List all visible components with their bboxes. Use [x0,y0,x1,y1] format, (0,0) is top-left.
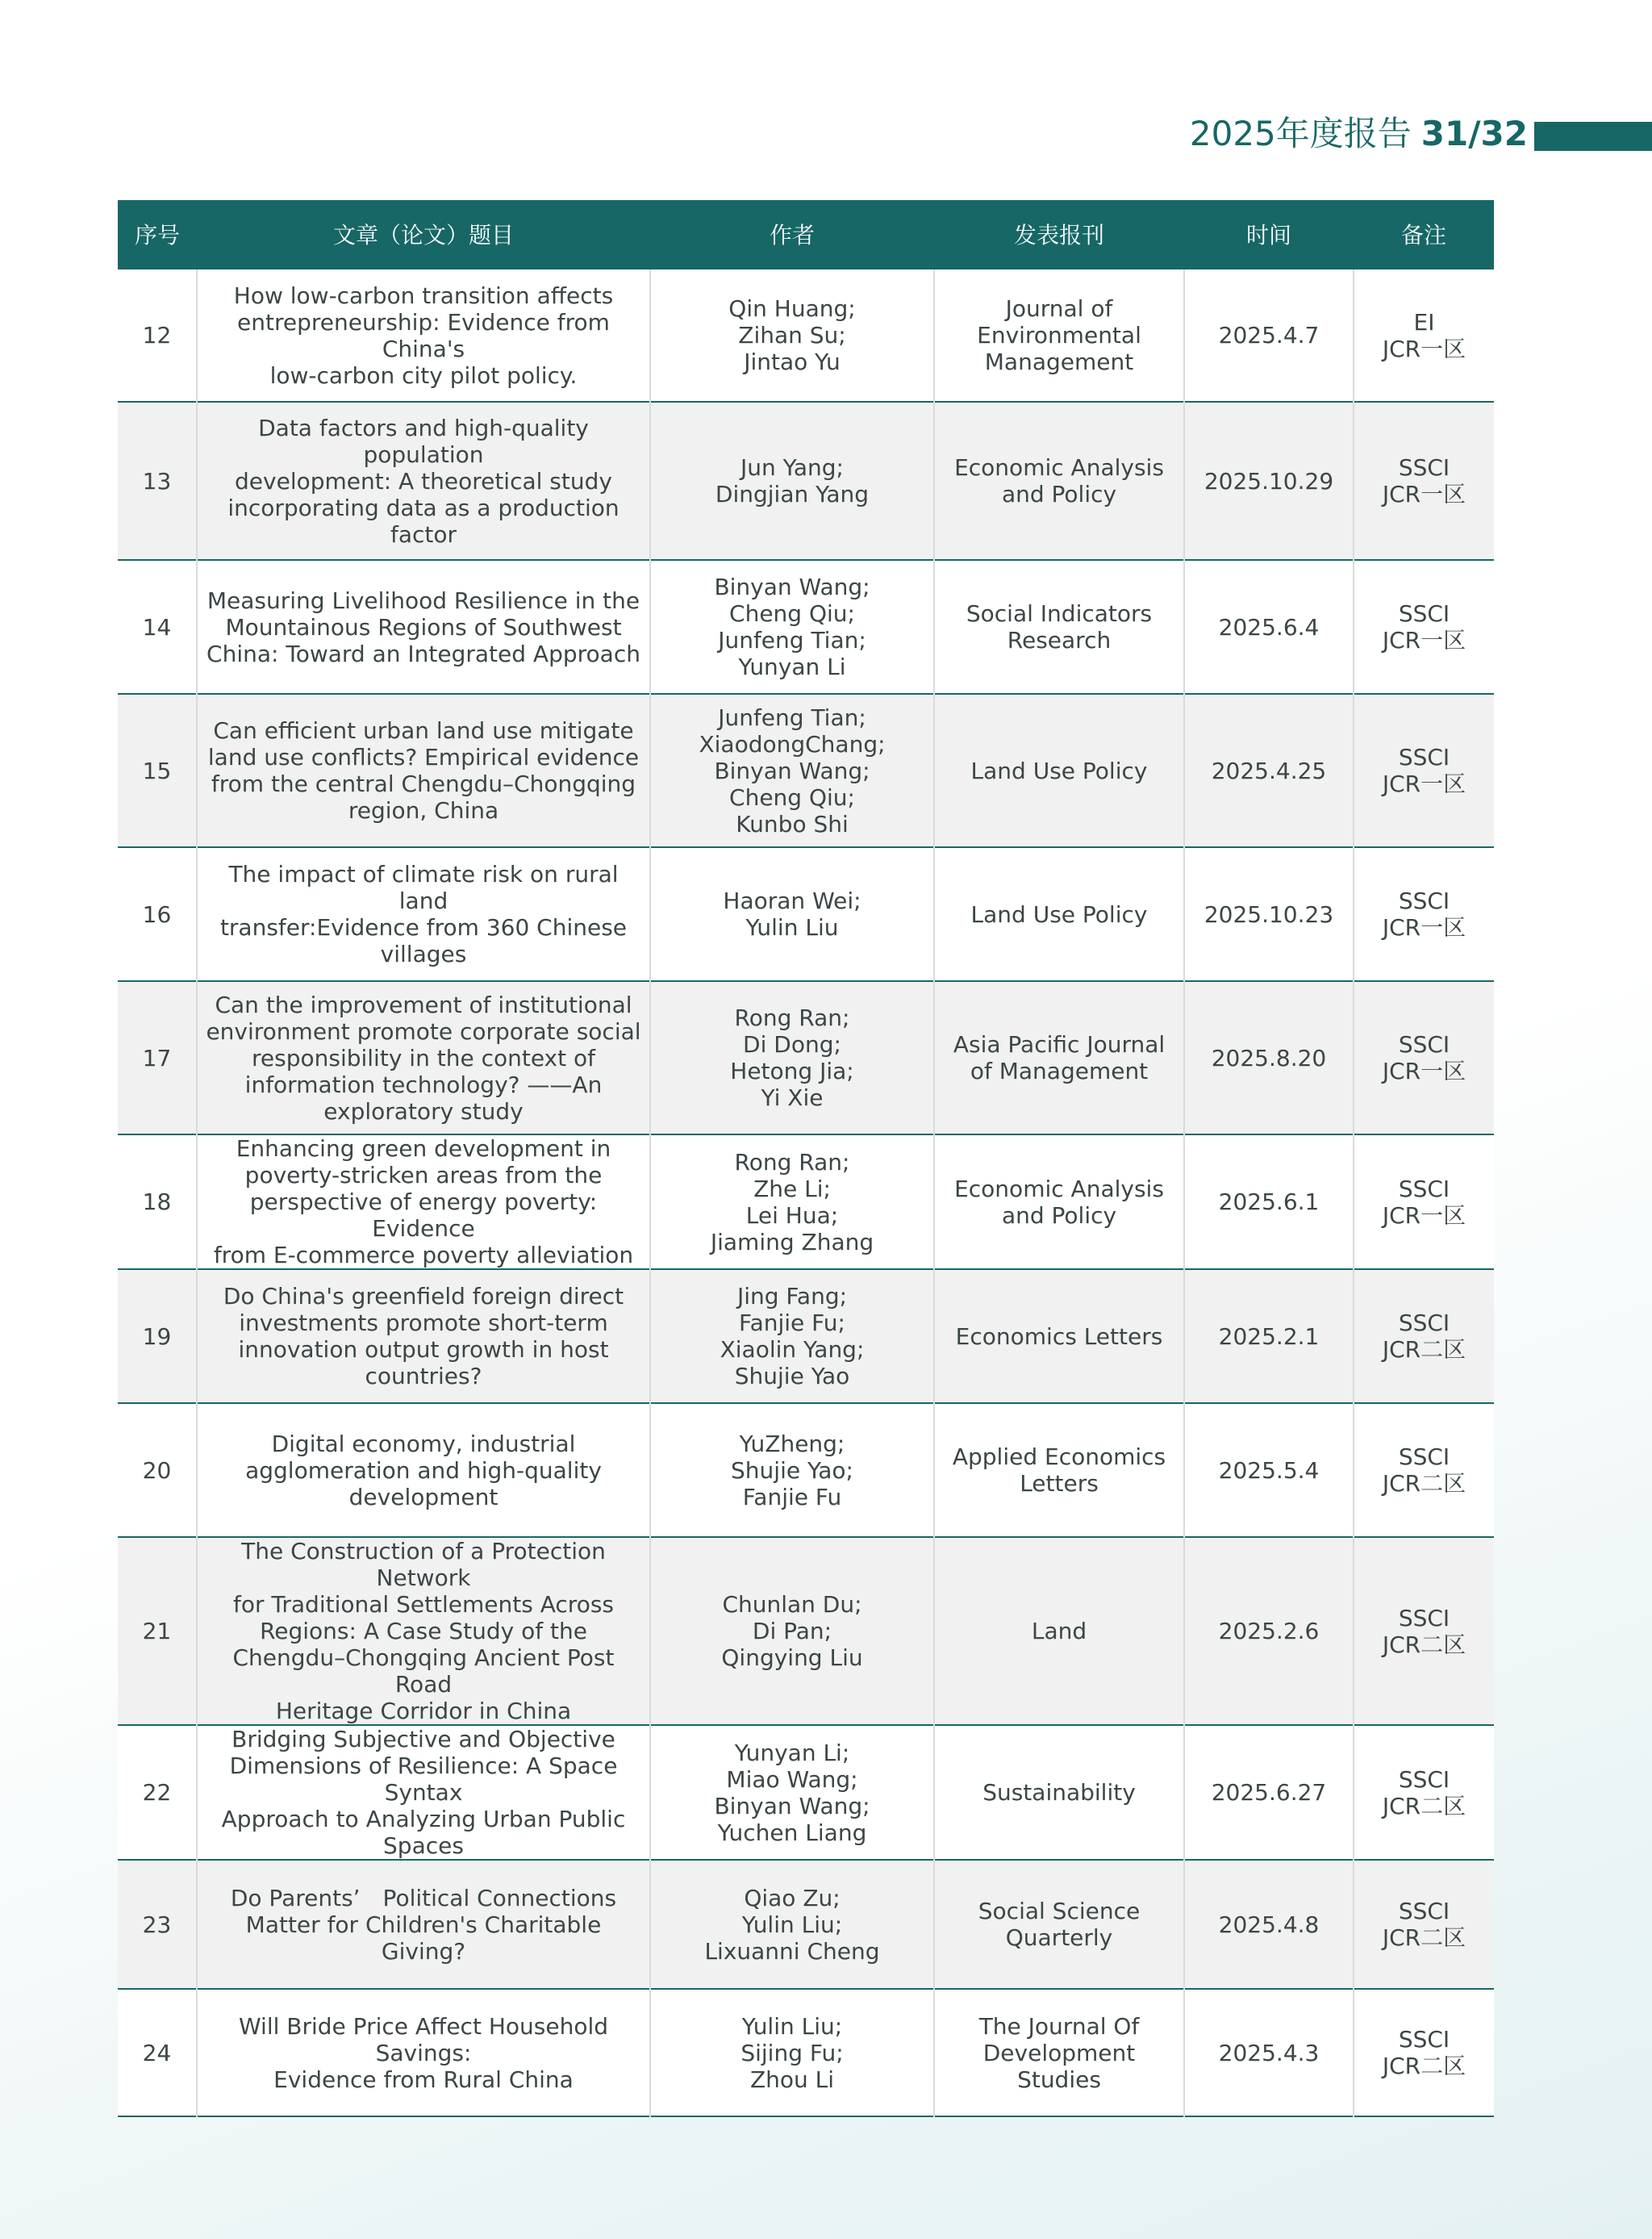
cell-authors-line: Binyan Wang; [714,574,870,600]
cell-title-line: How low-carbon transition affects [233,282,614,309]
cell-note [1354,1134,1494,1269]
cell-authors-line: Chunlan Du; [722,1591,862,1618]
cell-journal [934,1860,1184,1989]
cell-authors-line: Yi Xie [761,1084,824,1111]
cell-authors-line: Yunyan Li [738,654,846,680]
cell-authors [650,1725,934,1860]
cell-no: 20 [118,1403,197,1537]
cell-note [1354,1269,1494,1403]
cell-note-line: SSCI [1398,600,1450,627]
cell-note-line: JCR二区 [1382,2053,1466,2079]
cell-journal-line: Asia Pacific Journal [953,1031,1166,1058]
cell-title-line: poverty-stricken areas from the [244,1162,603,1188]
cell-date: 2025.6.27 [1184,1725,1354,1860]
cell-journal-line: Sustainability [982,1779,1136,1806]
cell-journal [934,981,1184,1134]
cell-title [197,1860,650,1989]
cell-note [1354,1860,1494,1989]
cell-authors-line: Hetong Jia; [730,1058,854,1084]
cell-title-line: from E-commerce poverty alleviation [213,1242,634,1268]
cell-date: 2025.4.3 [1184,1989,1354,2116]
cell-note-line: JCR二区 [1382,1792,1466,1819]
cell-note [1354,981,1494,1134]
cell-no: 12 [118,269,197,402]
cell-journal-line: Research [1007,627,1112,654]
cell-authors [650,1860,934,1989]
cell-authors [650,1134,934,1269]
cell-no: 23 [118,1860,197,1989]
cell-authors-line: Haoran Wei; [723,888,861,914]
cell-title [197,1134,650,1269]
cell-journal [934,1269,1184,1403]
cell-journal-line: Social Indicators [966,600,1153,627]
cell-note-line: JCR一区 [1382,1201,1466,1229]
cell-title-line: Dimensions of Resilience: A Space Syntax [229,1752,618,1806]
cell-no: 22 [118,1725,197,1860]
cell-journal-line: Letters [1020,1470,1099,1497]
cell-title-line: Chengdu–Chongqing Ancient Post Road [232,1644,615,1698]
cell-title-line: entrepreneurship: Evidence from China's [237,308,610,362]
cell-note [1354,269,1494,402]
cell-title-line: transfer:Evidence from 360 Chinese [219,914,628,941]
cell-authors-line: Lei Hua; [745,1201,839,1229]
cell-note-line: SSCI [1398,888,1450,914]
cell-title-line: China: Toward an Integrated Approach [206,640,640,667]
cell-authors [650,1269,934,1403]
cell-title-line: Spaces [383,1832,464,1859]
cell-journal-line: Quarterly [1005,1924,1113,1951]
cell-date: 2025.8.20 [1184,981,1354,1134]
cell-authors-line: Dingjian Yang [715,481,870,508]
cell-journal [934,1725,1184,1860]
cell-note-line: SSCI [1398,1765,1450,1793]
cell-date: 2025.10.29 [1184,402,1354,560]
cell-note-line: JCR二区 [1382,1336,1466,1363]
cell-journal-line: Social Science [978,1898,1141,1924]
cell-note-line: JCR一区 [1382,335,1466,362]
col-header-authors: 作者 [650,200,934,269]
cell-note-line: JCR一区 [1382,627,1466,654]
table-row [118,1860,1494,1989]
cell-note [1354,402,1494,560]
publications-table [118,200,1494,2117]
cell-title-line: region, China [348,797,499,824]
cell-journal [934,1537,1184,1725]
cell-journal-line: Development [982,2039,1136,2066]
cell-date: 2025.4.7 [1184,269,1354,402]
cell-note-line: SSCI [1398,2026,1450,2053]
cell-journal-line: Environmental [977,322,1141,349]
cell-title [197,1989,650,2116]
cell-note-line: SSCI [1398,1898,1450,1924]
cell-authors-line: Jun Yang; [740,454,844,481]
col-header-note: 备注 [1354,200,1494,269]
cell-title [197,1269,650,1403]
cell-authors-line: Di Dong; [743,1031,841,1058]
cell-title-line: perspective of energy poverty: Evidence [249,1188,598,1242]
table-row [118,1403,1494,1537]
cell-title-line: Measuring Livelihood Resilience in the [206,587,640,614]
cell-note [1354,847,1494,981]
cell-title [197,1537,650,1725]
cell-authors-line: Zihan Su; [738,322,846,349]
cell-note-line: SSCI [1398,454,1450,481]
cell-authors-line: Yulin Liu; [741,2012,843,2040]
cell-journal-line: Land [1031,1618,1087,1644]
cell-title-line: Digital economy, industrial [271,1430,576,1457]
cell-title-line: Do China's greenfield foreign direct [223,1283,624,1310]
cell-title [197,847,650,981]
cell-journal [934,560,1184,694]
cell-note [1354,1403,1494,1537]
table-header-row [118,200,1494,269]
cell-title-line: incorporating data as a production factor [227,494,620,548]
col-header-title: 文章（论文）题目 [197,200,650,269]
cell-note-line: SSCI [1398,1031,1450,1058]
cell-authors-line: Zhe Li; [753,1175,831,1202]
col-header-date: 时间 [1184,200,1354,269]
cell-date: 2025.4.8 [1184,1860,1354,1989]
cell-no: 17 [118,981,197,1134]
cell-authors [650,694,934,847]
cell-title [197,402,650,560]
cell-no: 16 [118,847,197,981]
cell-date: 2025.10.23 [1184,847,1354,981]
cell-note [1354,1537,1494,1725]
cell-date: 2025.2.1 [1184,1269,1354,1403]
cell-title-line: Enhancing green development in [236,1135,611,1162]
cell-title-line: Can efficient urban land use mitigate [213,717,634,744]
cell-authors-line: Qingying Liu [721,1644,863,1671]
cell-no: 19 [118,1269,197,1403]
cell-title-line: The Construction of a Protection Network [241,1538,606,1591]
cell-date: 2025.4.25 [1184,694,1354,847]
cell-date: 2025.5.4 [1184,1403,1354,1537]
cell-title-line: exploratory study [323,1097,524,1125]
cell-authors-line: Zhou Li [749,2066,835,2093]
cell-authors [650,269,934,402]
cell-authors-line: Binyan Wang; [714,1792,870,1819]
cell-authors-line: Jiaming Zhang [710,1228,874,1255]
cell-authors-line: Kunbo Shi [736,810,849,838]
cell-authors-line: Qiao Zu; [744,1884,841,1911]
cell-note-line: JCR一区 [1382,1058,1466,1084]
cell-no: 15 [118,694,197,847]
cell-authors [650,1989,934,2116]
cell-title-line: land use conflicts? Empirical evidence [207,744,640,771]
cell-no: 18 [118,1134,197,1269]
cell-journal-line: Economic Analysis [954,454,1164,481]
cell-authors [650,981,934,1134]
cell-title-line: Can the improvement of institutional [215,991,632,1018]
cell-note-line: EI [1413,308,1435,336]
col-header-journal: 发表报刊 [934,200,1184,269]
table-row [118,1134,1494,1269]
cell-journal-line: Journal of [1005,295,1113,322]
cell-authors-line: Jintao Yu [744,349,841,375]
cell-journal-line: Economic Analysis [954,1175,1164,1202]
cell-authors [650,402,934,560]
cell-authors-line: Miao Wang; [726,1765,858,1793]
cell-authors-line: Sijing Fu; [740,2039,844,2066]
cell-title-line: Evidence from Rural China [273,2066,574,2093]
cell-authors-line: Yulin Liu; [741,1911,843,1938]
cell-authors-line: Junfeng Tian; [718,704,866,731]
cell-authors-line: XiaodongChang; [699,730,886,758]
cell-title [197,269,650,402]
cell-journal-line: and Policy [1001,481,1117,508]
cell-journal-line: Land Use Policy [970,757,1148,784]
cell-authors [650,1403,934,1537]
cell-authors-line: YuZheng; [739,1430,845,1457]
cell-note-line: SSCI [1398,1604,1450,1631]
cell-journal-line: Land Use Policy [970,900,1148,928]
table-row [118,847,1494,981]
cell-title-line: Regions: A Case Study of the [260,1618,587,1644]
cell-title [197,981,650,1134]
cell-journal [934,1134,1184,1269]
cell-journal [934,402,1184,560]
cell-journal [934,847,1184,981]
cell-no: 14 [118,560,197,694]
cell-journal [934,269,1184,402]
cell-journal-line: and Policy [1001,1201,1117,1229]
cell-journal-line: of Management [970,1058,1149,1084]
cell-note-line: JCR二区 [1382,1631,1466,1658]
cell-note-line: SSCI [1398,1310,1450,1336]
cell-authors-line: Rong Ran; [734,1005,850,1031]
cell-no: 13 [118,402,197,560]
cell-title [197,1403,650,1537]
cell-title-line: low-carbon city pilot policy. [269,361,578,389]
cell-note [1354,560,1494,694]
col-header-no: 序号 [118,200,197,269]
table-body [118,269,1494,2116]
cell-title-line: The impact of climate risk on rural land [228,861,619,914]
table-row [118,1537,1494,1725]
cell-authors-line: Yulin Liu [745,914,839,941]
cell-no: 24 [118,1989,197,2116]
cell-note-line: JCR一区 [1382,481,1466,508]
table-row [118,1989,1494,2116]
cell-journal-line: Studies [1017,2066,1101,2093]
cell-authors-line: Jing Fang; [736,1283,848,1310]
cell-date: 2025.2.6 [1184,1537,1354,1725]
cell-note-line: JCR二区 [1382,1924,1466,1951]
cell-authors-line: Cheng Qiu; [729,783,855,811]
table-row [118,560,1494,694]
cell-journal-line: Management [984,349,1134,375]
cell-title-line: Bridging Subjective and Objective [232,1726,615,1752]
cell-note-line: SSCI [1398,1443,1450,1470]
cell-note-line: SSCI [1398,744,1450,771]
cell-title [197,560,650,694]
cell-note-line: JCR一区 [1382,771,1466,797]
cell-title-line: agglomeration and high-quality [245,1456,602,1484]
cell-note [1354,1989,1494,2116]
cell-title [197,1725,650,1860]
table-row [118,402,1494,560]
cell-authors-line: Cheng Qiu; [729,600,855,627]
cell-note-line: SSCI [1398,1175,1450,1202]
cell-note-line: JCR二区 [1382,1470,1466,1497]
cell-authors-line: Fanjie Fu; [739,1310,845,1336]
cell-journal [934,1989,1184,2116]
cell-title-line: Mountainous Regions of Southwest [225,613,622,641]
cell-title-line: development [348,1483,499,1510]
cell-title-line: Heritage Corridor in China [275,1698,572,1724]
cell-authors-line: Xiaolin Yang; [720,1336,865,1363]
cell-journal-line: The Journal Of [978,2012,1140,2040]
cell-title-line: innovation output growth in host [238,1336,609,1363]
cell-title [197,694,650,847]
cell-note [1354,694,1494,847]
cell-date: 2025.6.1 [1184,1134,1354,1269]
cell-title-line: countries? [365,1363,482,1389]
cell-title-line: Approach to Analyzing Urban Public [221,1806,626,1832]
cell-authors-line: Yuchen Liang [717,1819,867,1846]
table-row [118,1269,1494,1403]
cell-date: 2025.6.4 [1184,560,1354,694]
cell-authors-line: Shujie Yao; [731,1456,853,1484]
cell-title-line: investments promote short-term [239,1310,608,1336]
cell-authors-line: Binyan Wang; [714,757,870,784]
cell-note-line: JCR一区 [1382,914,1466,941]
cell-title-line: environment promote corporate social [206,1017,641,1045]
page-header [0,110,1652,158]
report-title-label: 2025年度报告 [1189,114,1412,153]
cell-authors-line: Shujie Yao [734,1363,850,1389]
cell-title-line: villages [380,941,467,967]
cell-journal-line: Applied Economics [952,1443,1166,1470]
cell-journal [934,694,1184,847]
cell-title-line: Data factors and high-quality population [258,414,589,468]
cell-authors-line: Qin Huang; [728,295,856,322]
cell-authors-line: Lixuanni Cheng [704,1937,880,1965]
cell-title-line: responsibility in the context of [252,1044,595,1071]
cell-authors-line: Fanjie Fu [742,1483,842,1510]
cell-authors-line: Yunyan Li; [734,1739,850,1766]
cell-title-line: for Traditional Settlements Across [232,1591,615,1618]
cell-title-line: from the central Chengdu–Chongqing [211,771,636,797]
cell-authors-line: Di Pan; [752,1618,832,1644]
cell-no: 21 [118,1537,197,1725]
cell-title-line: information technology? ——An [244,1071,603,1098]
cell-journal-line: Economics Letters [955,1322,1163,1350]
cell-journal [934,1403,1184,1537]
cell-title-line: development: A theoretical study [235,467,612,495]
table-row [118,1725,1494,1860]
cell-title-line: Do Parents’ Political Connections [230,1884,617,1911]
report-title [1190,110,1528,158]
cell-note [1354,1725,1494,1860]
table-row [118,981,1494,1134]
page-number: 31/32 [1420,114,1528,153]
cell-authors [650,847,934,981]
header-accent-bar [1534,122,1652,151]
table-row [118,694,1494,847]
table-row [118,269,1494,402]
cell-title-line: Matter for Children's Charitable Giving? [245,1911,602,1965]
cell-authors [650,560,934,694]
cell-authors-line: Junfeng Tian; [718,627,866,654]
cell-authors [650,1537,934,1725]
cell-title-line: Will Bride Price Affect Household Savings: [238,2012,609,2066]
cell-authors-line: Rong Ran; [734,1148,850,1176]
